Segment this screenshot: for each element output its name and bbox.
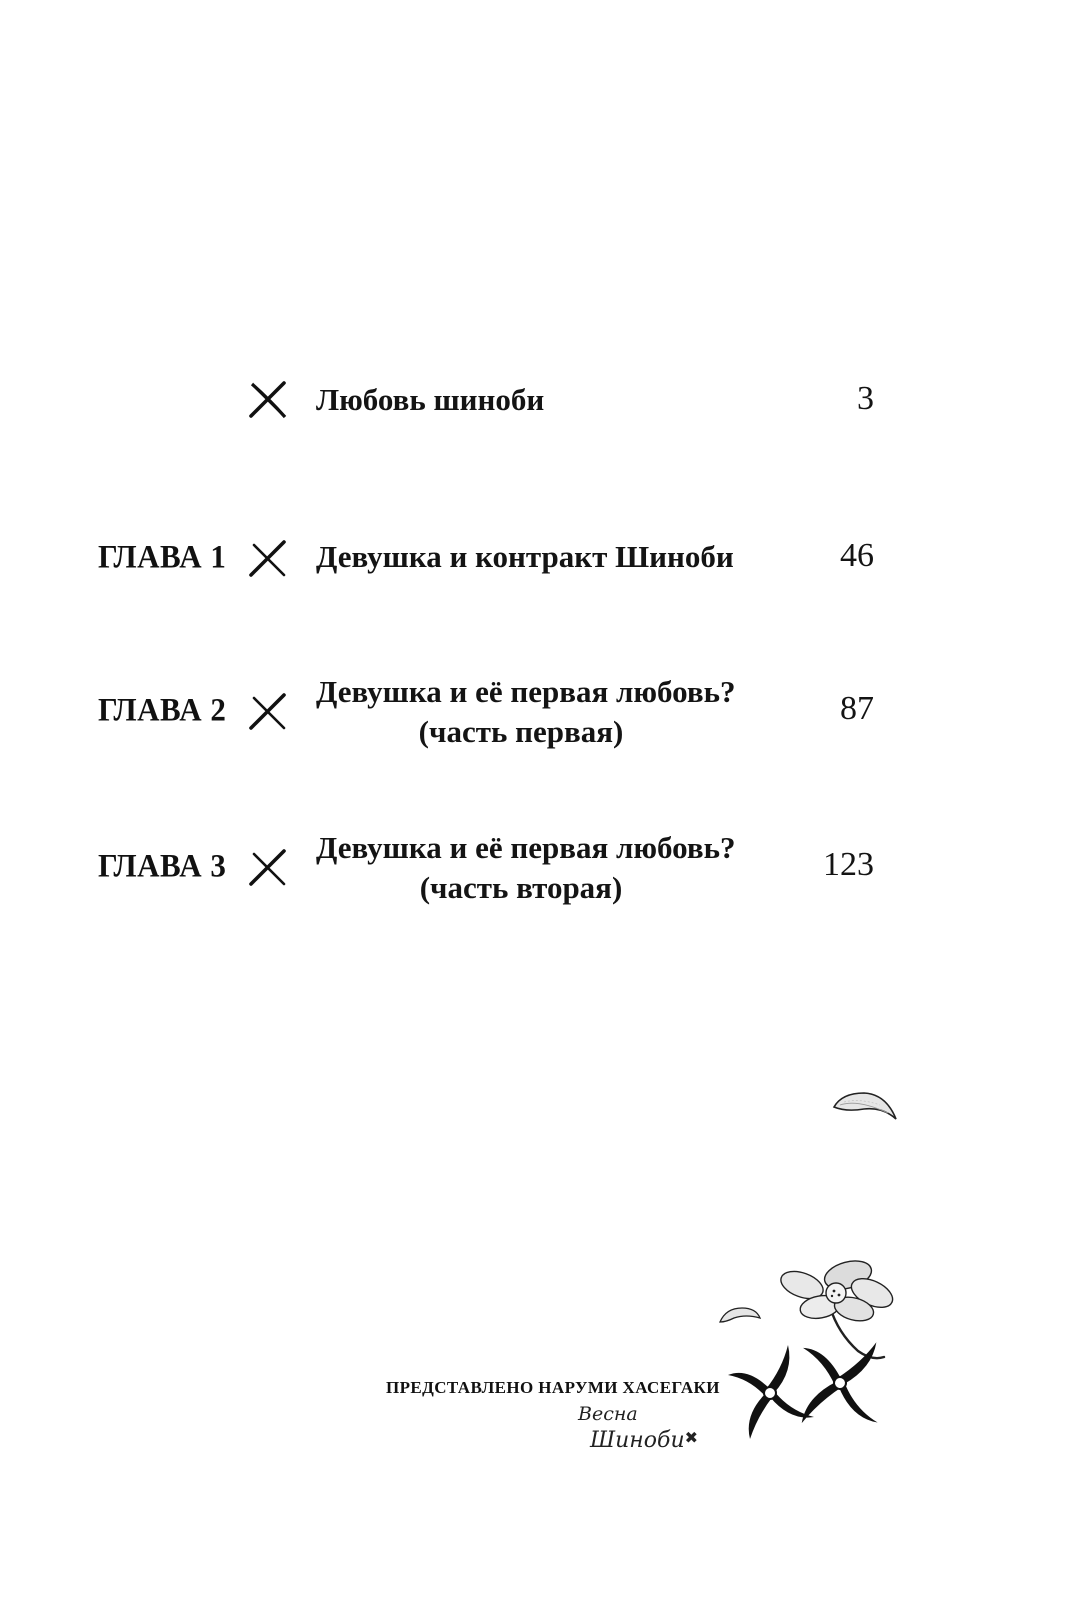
page-number: 3 bbox=[857, 380, 874, 417]
entry-title-line: Девушка и контракт Шиноби bbox=[316, 539, 734, 574]
entry-title-line: Девушка и её первая любовь? bbox=[316, 674, 736, 709]
shuriken-cross-icon bbox=[248, 692, 288, 732]
author-credit: ПРЕДСТАВЛЕНО НАРУМИ ХАСЕГАКИ bbox=[386, 1378, 720, 1397]
chapter-label: ГЛАВА 1 bbox=[98, 538, 227, 575]
entry-title-line: (часть вторая) bbox=[419, 870, 623, 905]
page-number: 123 bbox=[823, 846, 874, 883]
petal-icon bbox=[828, 1085, 904, 1135]
toc-entry-chapter-3[interactable] bbox=[0, 828, 1066, 918]
entry-title bbox=[316, 828, 736, 908]
series-logo-text: Шиноби bbox=[590, 1428, 685, 1453]
entry-title-line: Девушка и её первая любовь? bbox=[316, 830, 736, 865]
chapter-label: ГЛАВА 2 bbox=[98, 691, 227, 728]
entry-title-line: (часть первая) bbox=[418, 714, 624, 749]
chapter-label: ГЛАВА 3 bbox=[98, 847, 227, 884]
shuriken-cross-icon bbox=[248, 380, 288, 420]
toc-entry-chapter-2[interactable] bbox=[0, 672, 1066, 762]
shuriken-cross-icon bbox=[248, 539, 288, 579]
entry-title bbox=[316, 672, 736, 752]
page-number: 46 bbox=[840, 537, 874, 574]
series-logo-line-1: Весна bbox=[578, 1403, 638, 1425]
entry-title bbox=[316, 537, 734, 577]
entry-title bbox=[316, 380, 726, 420]
small-shuriken-icon: ✖ bbox=[684, 1428, 699, 1447]
toc-entry-chapter-1[interactable] bbox=[0, 537, 1066, 587]
entry-title-line: Любовь шиноби bbox=[316, 382, 545, 417]
toc-entry-prologue[interactable] bbox=[0, 378, 1066, 428]
petal-icon bbox=[716, 1302, 764, 1330]
series-logo-line-2 bbox=[590, 1428, 698, 1453]
shuriken-cross-icon bbox=[248, 848, 288, 888]
shuriken-icon bbox=[722, 1335, 902, 1445]
page-number: 87 bbox=[840, 690, 874, 727]
